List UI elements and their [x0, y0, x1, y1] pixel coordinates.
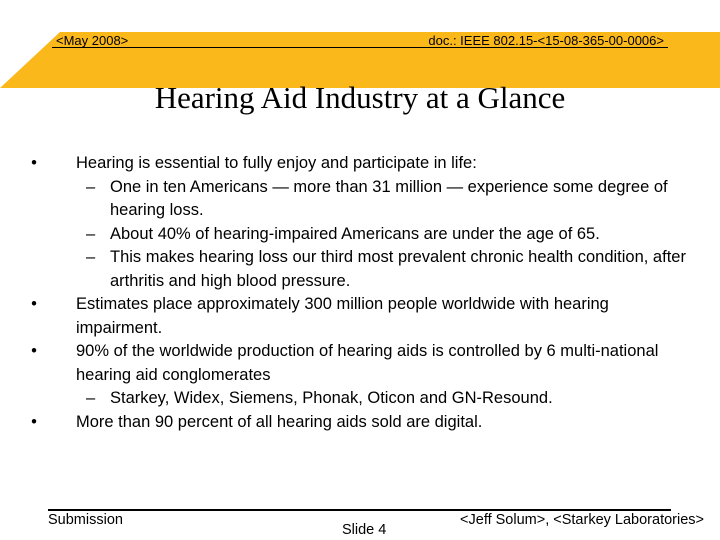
dash-marker: –	[86, 224, 96, 243]
sub-bullet-text: One in ten Americans — more than 31 million — experience some degree of hearing loss.	[110, 177, 668, 219]
footer-rule	[48, 509, 671, 511]
sub-bullet-text: About 40% of hearing-impaired Americans are under the age of 65.	[110, 224, 600, 243]
bullet-item	[28, 340, 688, 387]
dash-marker: –	[86, 248, 96, 266]
bullet-text: More than 90 percent of all hearing aids sold are digital.	[76, 412, 483, 431]
sub-bullet-item	[28, 223, 688, 247]
footer-submission: Submission	[48, 512, 123, 528]
bullet-text: Estimates place approximately 300 million people worldwide with hearing impairment.	[76, 295, 609, 337]
footer-author: <Jeff Solum>, <Starkey Laboratories>	[460, 512, 704, 528]
footer-slide-number: Slide 4	[342, 522, 387, 538]
bullet-item	[28, 293, 688, 340]
sub-bullet-text: This makes hearing loss our third most prevalent chronic health condition, after arthritis and high blood pressure.	[110, 248, 686, 290]
dash-marker: –	[86, 389, 96, 407]
header-date: <May 2008>	[56, 33, 129, 48]
bullet-marker: •	[31, 342, 37, 360]
bullet-marker: •	[31, 154, 37, 172]
bullet-item	[28, 152, 688, 176]
bullet-marker: •	[31, 295, 37, 313]
sub-bullet-item	[28, 176, 688, 223]
bullet-text: Hearing is essential to fully enjoy and participate in life:	[76, 154, 477, 172]
sub-bullet-text: Starkey, Widex, Siemens, Phonak, Oticon and GN-Resound.	[110, 389, 553, 407]
sub-bullet-item	[28, 387, 688, 411]
header-doc-id: doc.: IEEE 802.15-<15-08-365-00-0006>	[428, 33, 664, 48]
sub-bullet-item	[28, 246, 688, 293]
bullet-marker: •	[31, 412, 37, 431]
bullet-item	[28, 411, 688, 435]
slide-body	[28, 152, 688, 434]
dash-marker: –	[86, 177, 96, 196]
bullet-text: 90% of the worldwide production of hearing aids is controlled by 6 multi-national hearing aid conglomerates	[76, 342, 659, 384]
slide-title: Hearing Aid Industry at a Glance	[154, 80, 566, 115]
